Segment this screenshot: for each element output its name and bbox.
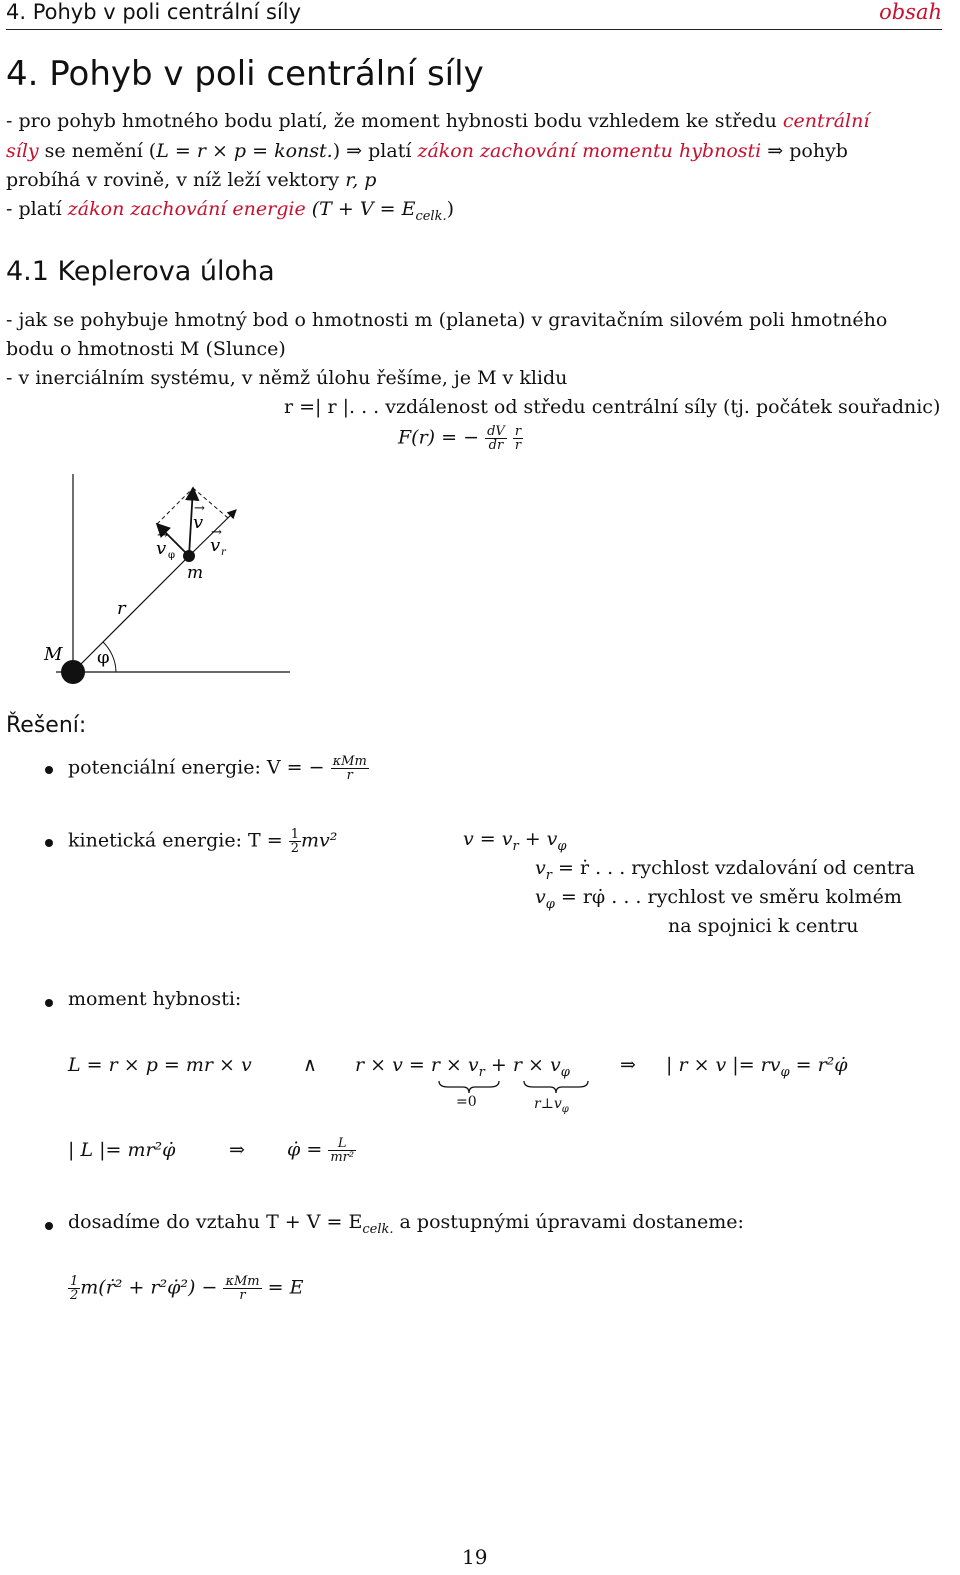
underbrace-1 bbox=[438, 1080, 500, 1094]
cross-product-eq: $r \times v = r \times v_r + r \times v_\varphi$ bbox=[355, 1054, 570, 1080]
label-phi: φ bbox=[97, 647, 110, 668]
potential-energy: potenciální energie: V = − $\frac{\text{κMm}}{r}$ bbox=[68, 754, 367, 783]
bullet bbox=[45, 766, 53, 774]
underbrace-1-label: =0 bbox=[456, 1094, 477, 1110]
svg-text:→: → bbox=[157, 528, 168, 543]
bullet bbox=[45, 1222, 53, 1230]
bullet bbox=[45, 999, 53, 1007]
wedge-symbol: ∧ bbox=[303, 1054, 317, 1076]
intro-line-3: probíhá v rovině, v níž leží vektory r, p bbox=[6, 169, 377, 191]
underbrace-2 bbox=[523, 1080, 589, 1094]
implies-arrow: ⇒ bbox=[620, 1054, 636, 1076]
cross-magnitude-eq: | r × v |= $rv_\varphi$ = r²φ̇ bbox=[666, 1054, 848, 1080]
subsection-title: 4.1 Keplerova úloha bbox=[6, 256, 275, 287]
svg-text:→: → bbox=[211, 525, 222, 540]
page-number: 19 bbox=[462, 1545, 488, 1569]
angular-momentum-magnitude: | L |= mr²φ̇ bbox=[68, 1139, 176, 1161]
label-vr-sub: r bbox=[221, 547, 226, 558]
label-M: M bbox=[44, 644, 63, 665]
label-vphi-sub: φ bbox=[168, 550, 176, 561]
energy-equation: $\frac{1}{2}$ m(ṙ² + r²φ̇²) − $\frac{\text{κMm}}{r}$ = E bbox=[70, 1274, 304, 1303]
angular-velocity: $v_\varphi$ = rφ̇ . . . rychlost ve směru kolmém bbox=[535, 886, 902, 912]
label-vphi: v bbox=[156, 538, 167, 559]
radial-velocity: $v_r$ = ṙ . . . rychlost vzdalování od centra bbox=[535, 857, 915, 883]
label-vr: v bbox=[210, 535, 221, 556]
kepler-diagram bbox=[0, 460, 320, 700]
svg-text:→: → bbox=[194, 501, 205, 516]
kepler-line-3: - v inerciálním systému, v němž úlohu řešíme, je M v klidu bbox=[6, 367, 568, 389]
kepler-line-1: - jak se pohybuje hmotný bod o hmotnosti m (planeta) v gravitačním silovém poli hmotného bbox=[6, 309, 888, 331]
implies-arrow-2: ⇒ bbox=[229, 1139, 245, 1161]
intro-line-4: - platí zákon zachování energie $(T + V = E_{celk.})$ bbox=[6, 198, 455, 224]
label-v: v bbox=[193, 512, 204, 533]
angular-velocity-cont: na spojnici k centru bbox=[668, 915, 859, 937]
angular-momentum-eq: L = r × p = mr × v bbox=[68, 1054, 252, 1076]
radius-line bbox=[73, 556, 189, 672]
substitution-text: dosadíme do vztahu $T + V = E_{celk.}$ a postupnými úpravami dostaneme: bbox=[68, 1211, 744, 1237]
label-r: r bbox=[117, 598, 126, 619]
header-rule bbox=[6, 29, 942, 30]
solution-heading: Řešení: bbox=[6, 713, 87, 738]
equation-force: F(r) = − $\frac{dV}{dr}$ $\frac{r}{r}$ bbox=[398, 424, 522, 453]
intro-line-1: - pro pohyb hmotného bodu platí, že moment hybnosti bodu vzhledem ke středu centrální bbox=[6, 110, 870, 132]
label-m: m bbox=[187, 563, 204, 583]
page-title: 4. Pohyb v poli centrální síly bbox=[6, 54, 484, 94]
equation-r-definition: r =| r |. . . vzdálenost od středu centrální síly (tj. počátek souřadnic) bbox=[284, 396, 941, 418]
dashed-guide-1 bbox=[157, 488, 193, 524]
sun-mass bbox=[61, 660, 85, 684]
phi-dot-eq: φ̇ = $\frac{L}{\text{mr²}}$ bbox=[287, 1136, 355, 1165]
angular-momentum-label: moment hybnosti: bbox=[68, 988, 242, 1010]
intro-line-2: síly se nemění (L = r × p = konst.) ⇒ platí zákon zachování momentu hybnosti ⇒ pohyb bbox=[6, 140, 848, 162]
underbrace-2-label: $r\perp v_\varphi$ bbox=[534, 1096, 569, 1115]
bullet bbox=[45, 839, 53, 847]
running-header: 4. Pohyb v poli centrální síly bbox=[6, 0, 302, 24]
contents-link[interactable]: obsah bbox=[879, 0, 942, 24]
kepler-line-2: bodu o hmotnosti M (Slunce) bbox=[6, 338, 286, 360]
velocity-sum: $v = v_r + v_\varphi$ bbox=[463, 828, 567, 854]
kinetic-energy: kinetická energie: T = $\frac{1}{2}$ mv² bbox=[68, 827, 338, 856]
